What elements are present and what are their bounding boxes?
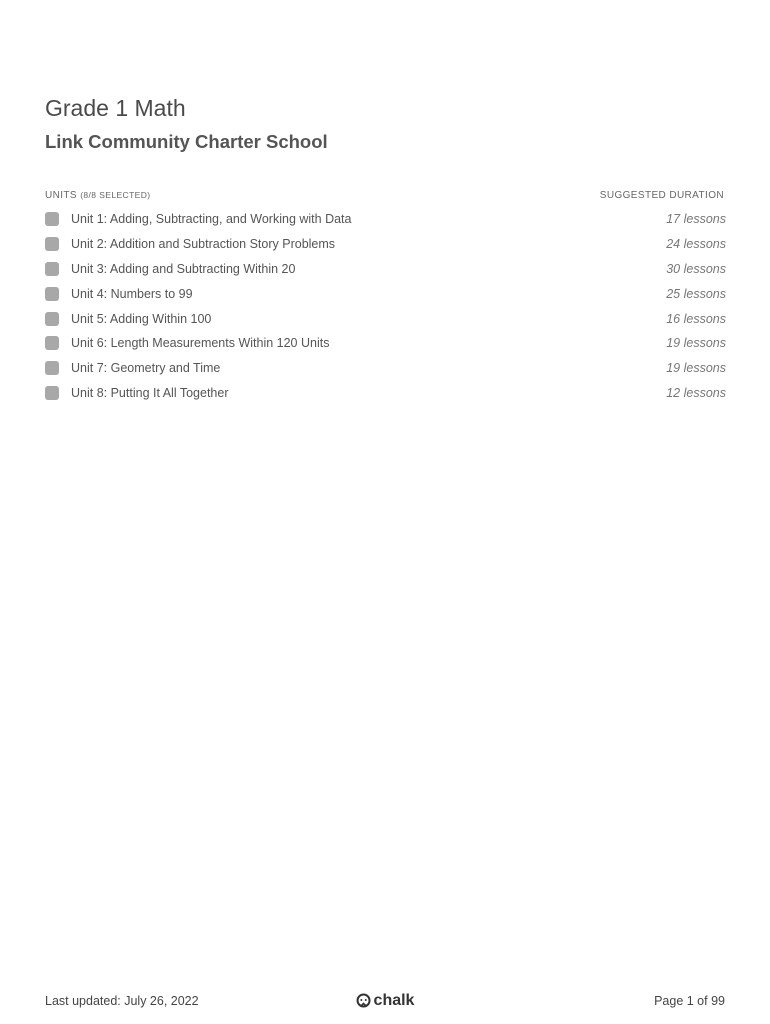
unit-row-8[interactable] xyxy=(45,381,726,406)
units-label: UNITS xyxy=(45,190,77,201)
page-title: Grade 1 Math xyxy=(45,95,186,121)
unit-checkbox[interactable] xyxy=(45,287,59,301)
selection-count: (8/8 SELECTED) xyxy=(80,190,151,200)
unit-checkbox[interactable] xyxy=(45,336,59,350)
unit-checkbox[interactable] xyxy=(45,361,59,375)
unit-row-7[interactable] xyxy=(45,356,726,381)
unit-row-5[interactable] xyxy=(45,306,726,331)
unit-duration: 19 lessons xyxy=(666,361,726,376)
unit-title: Unit 1: Adding, Subtracting, and Working with Data xyxy=(71,212,352,227)
duration-header: SUGGESTED DURATION xyxy=(599,190,724,201)
last-updated: Last updated: July 26, 2022 xyxy=(45,994,199,1008)
unit-checkbox[interactable] xyxy=(45,237,59,251)
unit-row-2[interactable] xyxy=(45,232,726,257)
unit-checkbox[interactable] xyxy=(45,212,59,226)
unit-title: Unit 6: Length Measurements Within 120 Units xyxy=(71,336,330,351)
units-header xyxy=(45,190,724,201)
unit-title: Unit 7: Geometry and Time xyxy=(71,361,221,376)
unit-title: Unit 4: Numbers to 99 xyxy=(71,286,193,301)
unit-checkbox[interactable] xyxy=(45,386,59,400)
unit-title: Unit 8: Putting It All Together xyxy=(71,385,229,400)
unit-duration: 12 lessons xyxy=(666,385,726,400)
unit-title: Unit 5: Adding Within 100 xyxy=(71,311,212,326)
unit-checkbox[interactable] xyxy=(45,262,59,276)
unit-duration: 25 lessons xyxy=(666,286,726,301)
unit-duration: 16 lessons xyxy=(666,311,726,326)
chalk-logo-text: chalk xyxy=(373,992,415,1009)
unit-row-6[interactable] xyxy=(45,331,726,356)
units-label-group xyxy=(45,190,151,201)
unit-row-1[interactable] xyxy=(45,207,726,232)
unit-duration: 17 lessons xyxy=(666,212,726,227)
unit-row-4[interactable] xyxy=(45,281,726,306)
unit-duration: 19 lessons xyxy=(666,336,726,351)
unit-title: Unit 3: Adding and Subtracting Within 20 xyxy=(71,261,296,276)
unit-title: Unit 2: Addition and Subtraction Story Problems xyxy=(71,237,336,252)
unit-checkbox[interactable] xyxy=(45,312,59,326)
chalk-logo xyxy=(356,992,415,1010)
unit-list xyxy=(45,207,726,405)
page-number: Page 1 of 99 xyxy=(654,994,725,1008)
unit-duration: 30 lessons xyxy=(666,261,726,276)
unit-duration: 24 lessons xyxy=(666,237,726,252)
school-name: Link Community Charter School xyxy=(45,131,328,152)
unit-row-3[interactable] xyxy=(45,257,726,282)
footer xyxy=(45,990,725,1012)
chalk-logo-icon xyxy=(356,993,372,1009)
